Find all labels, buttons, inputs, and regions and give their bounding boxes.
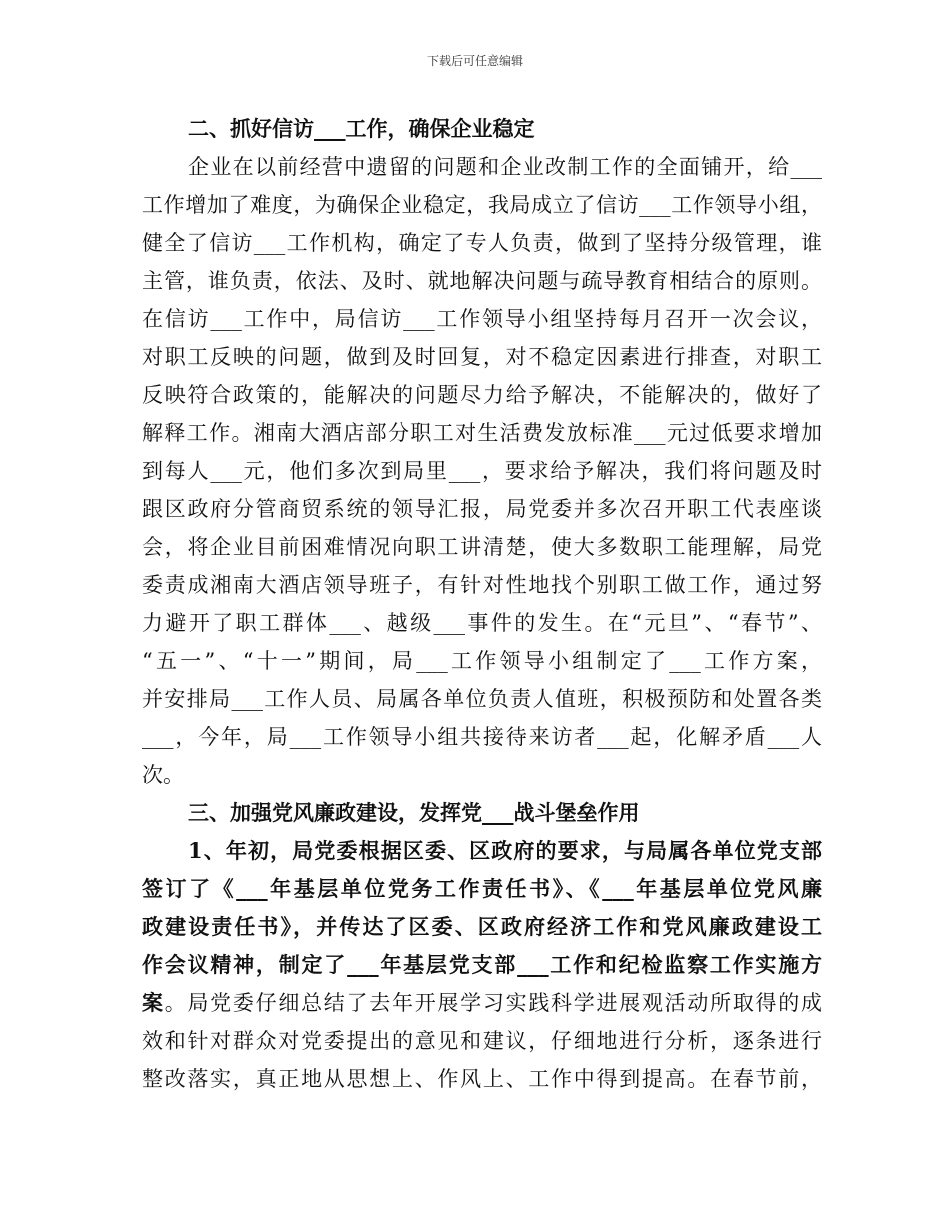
paragraph-line: 整改落实，真正地从思想上、作风上、工作中得到提高。在春节前，	[142, 1067, 822, 1091]
page-header: 下载后可任意编辑	[426, 54, 523, 68]
paragraph-line: ___，今年，局___工作领导小组共接待来访者___起，化解矛盾___人	[142, 725, 822, 749]
paragraph-line: 在信访___工作中，局信访___工作领导小组坚持每月召开一次会议，	[142, 307, 822, 331]
paragraph-line: 力避开了职工群体___、越级___事件的发生。在“元旦”、“春节”、	[142, 611, 822, 635]
paragraph-line: 解释工作。湘南大酒店部分职工对生活费发放标准___元过低要求增加	[142, 421, 822, 445]
paragraph-line: 效和针对群众对党委提出的意见和建议，仔细地进行分析，逐条进行	[142, 1029, 822, 1053]
paragraph-line: 委责成湘南大酒店领导班子，有针对性地找个别职工做工作，通过努	[142, 573, 822, 597]
bold-fragment: 案	[142, 990, 165, 1015]
paragraph-line-bold: 1、年初，局党委根据区委、区政府的要求，与局属各单位党支部	[188, 838, 822, 863]
section-heading: 二、抓好信访___工作，确保企业稳定	[188, 116, 535, 141]
paragraph-line: 跟区政府分管商贸系统的领导汇报，局党委并多次召开职工代表座谈	[142, 497, 822, 521]
paragraph-line: “五一”、“十一”期间，局___工作领导小组制定了___工作方案，	[142, 649, 822, 673]
section-heading: 三、加强党风廉政建设，发挥党___战斗堡垒作用	[188, 800, 640, 825]
paragraph-line: 并安排局___工作人员、局属各单位负责人值班，积极预防和处置各类	[142, 687, 822, 711]
paragraph-line-bold: 政建设责任书》，并传达了区委、区政府经济工作和党风廉政建设工	[142, 914, 822, 939]
paragraph-line: 次。	[142, 763, 184, 787]
paragraph-line: 反映符合政策的，能解决的问题尽力给予解决，不能解决的，做好了	[142, 383, 822, 407]
paragraph-line: 企业在以前经营中遗留的问题和企业改制工作的全面铺开，给___	[188, 155, 822, 179]
paragraph-line: 健全了信访___工作机构，确定了专人负责，做到了坚持分级管理，谁	[142, 231, 822, 255]
paragraph-line: 主管，谁负责，依法、及时、就地解决问题与疏导教育相结合的原则。	[142, 269, 822, 293]
paragraph-line: 到每人___元，他们多次到局里___，要求给予解决，我们将问题及时	[142, 459, 822, 483]
paragraph-line-bold: 签订了《___年基层单位党务工作责任书》、《___年基层单位党风廉	[142, 876, 822, 901]
paragraph-line: 案。局党委仔细总结了去年开展学习实践科学进展观活动所取得的成	[142, 990, 822, 1015]
paragraph-line: 工作增加了难度，为确保企业稳定，我局成立了信访___工作领导小组，	[142, 193, 822, 217]
paragraph-line: 对职工反映的问题，做到及时回复，对不稳定因素进行排查，对职工	[142, 345, 822, 369]
paragraph-line-bold: 作会议精神，制定了___年基层党支部___工作和纪检监察工作实施方	[142, 952, 822, 977]
paragraph-line: 会，将企业目前困难情况向职工讲清楚，使大多数职工能理解，局党	[142, 535, 822, 559]
